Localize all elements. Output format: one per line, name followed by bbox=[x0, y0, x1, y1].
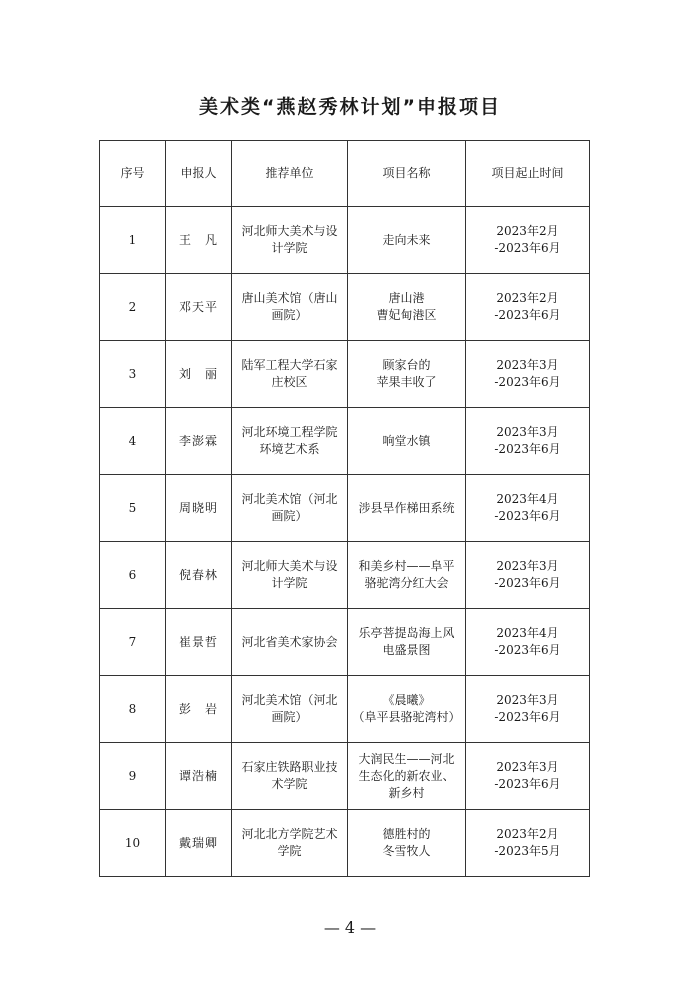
row-applicant: 刘 丽 bbox=[166, 341, 232, 408]
row-period: 2023年2月 -2023年6月 bbox=[466, 207, 590, 274]
row-index: 5 bbox=[100, 475, 166, 542]
header-project: 项目名称 bbox=[348, 141, 466, 207]
header-unit: 推荐单位 bbox=[232, 141, 348, 207]
row-project: 乐亭菩提岛海上风 电盛景图 bbox=[348, 609, 466, 676]
row-period: 2023年3月 -2023年6月 bbox=[466, 408, 590, 475]
row-period: 2023年2月 -2023年6月 bbox=[466, 274, 590, 341]
row-unit: 河北环境工程学院 环境艺术系 bbox=[232, 408, 348, 475]
row-project: 和美乡村——阜平 骆驼湾分红大会 bbox=[348, 542, 466, 609]
table-row bbox=[100, 341, 590, 408]
table-row bbox=[100, 207, 590, 274]
row-index: 6 bbox=[100, 542, 166, 609]
row-unit: 河北北方学院艺术 学院 bbox=[232, 810, 348, 877]
row-project: 唐山港 曹妃甸港区 bbox=[348, 274, 466, 341]
row-period: 2023年3月 -2023年6月 bbox=[466, 743, 590, 810]
row-project: 响堂水镇 bbox=[348, 408, 466, 475]
projects-table bbox=[99, 140, 590, 877]
row-period: 2023年3月 -2023年6月 bbox=[466, 676, 590, 743]
table-row bbox=[100, 609, 590, 676]
row-index: 3 bbox=[100, 341, 166, 408]
table-header-row bbox=[100, 141, 590, 207]
row-index: 1 bbox=[100, 207, 166, 274]
row-period: 2023年2月 -2023年5月 bbox=[466, 810, 590, 877]
table-row bbox=[100, 810, 590, 877]
row-index: 7 bbox=[100, 609, 166, 676]
page-number: — 4 — bbox=[323, 918, 377, 937]
row-index: 9 bbox=[100, 743, 166, 810]
row-unit: 河北美术馆（河北 画院） bbox=[232, 475, 348, 542]
row-applicant: 李澎霖 bbox=[166, 408, 232, 475]
row-period: 2023年3月 -2023年6月 bbox=[466, 542, 590, 609]
row-applicant: 戴瑞卿 bbox=[166, 810, 232, 877]
table-row bbox=[100, 274, 590, 341]
row-applicant: 邓天平 bbox=[166, 274, 232, 341]
row-index: 4 bbox=[100, 408, 166, 475]
row-period: 2023年4月 -2023年6月 bbox=[466, 609, 590, 676]
table-row bbox=[100, 743, 590, 810]
row-index: 2 bbox=[100, 274, 166, 341]
row-index: 10 bbox=[100, 810, 166, 877]
row-applicant: 谭浩楠 bbox=[166, 743, 232, 810]
row-period: 2023年3月 -2023年6月 bbox=[466, 341, 590, 408]
row-unit: 河北省美术家协会 bbox=[232, 609, 348, 676]
row-applicant: 王 凡 bbox=[166, 207, 232, 274]
row-unit: 河北师大美术与设 计学院 bbox=[232, 542, 348, 609]
page-title: 美术类“燕赵秀林计划”申报项目 bbox=[199, 96, 501, 118]
table-row bbox=[100, 542, 590, 609]
row-period: 2023年4月 -2023年6月 bbox=[466, 475, 590, 542]
row-applicant: 崔景哲 bbox=[166, 609, 232, 676]
row-project: 走向未来 bbox=[348, 207, 466, 274]
table-row bbox=[100, 676, 590, 743]
row-project: 顾家台的 苹果丰收了 bbox=[348, 341, 466, 408]
row-unit: 河北美术馆（河北 画院） bbox=[232, 676, 348, 743]
row-unit: 河北师大美术与设 计学院 bbox=[232, 207, 348, 274]
row-applicant: 彭 岩 bbox=[166, 676, 232, 743]
row-unit: 唐山美术馆（唐山 画院） bbox=[232, 274, 348, 341]
row-project: 《晨曦》 （阜平县骆驼湾村） bbox=[348, 676, 466, 743]
row-applicant: 周晓明 bbox=[166, 475, 232, 542]
table-row bbox=[100, 475, 590, 542]
row-project: 涉县旱作梯田系统 bbox=[348, 475, 466, 542]
row-applicant: 倪春林 bbox=[166, 542, 232, 609]
row-index: 8 bbox=[100, 676, 166, 743]
header-index: 序号 bbox=[100, 141, 166, 207]
header-applicant: 申报人 bbox=[166, 141, 232, 207]
row-unit: 陆军工程大学石家 庄校区 bbox=[232, 341, 348, 408]
header-period: 项目起止时间 bbox=[466, 141, 590, 207]
row-project: 大润民生——河北 生态化的新农业、 新乡村 bbox=[348, 743, 466, 810]
table-row bbox=[100, 408, 590, 475]
row-unit: 石家庄铁路职业技 术学院 bbox=[232, 743, 348, 810]
row-project: 德胜村的 冬雪牧人 bbox=[348, 810, 466, 877]
